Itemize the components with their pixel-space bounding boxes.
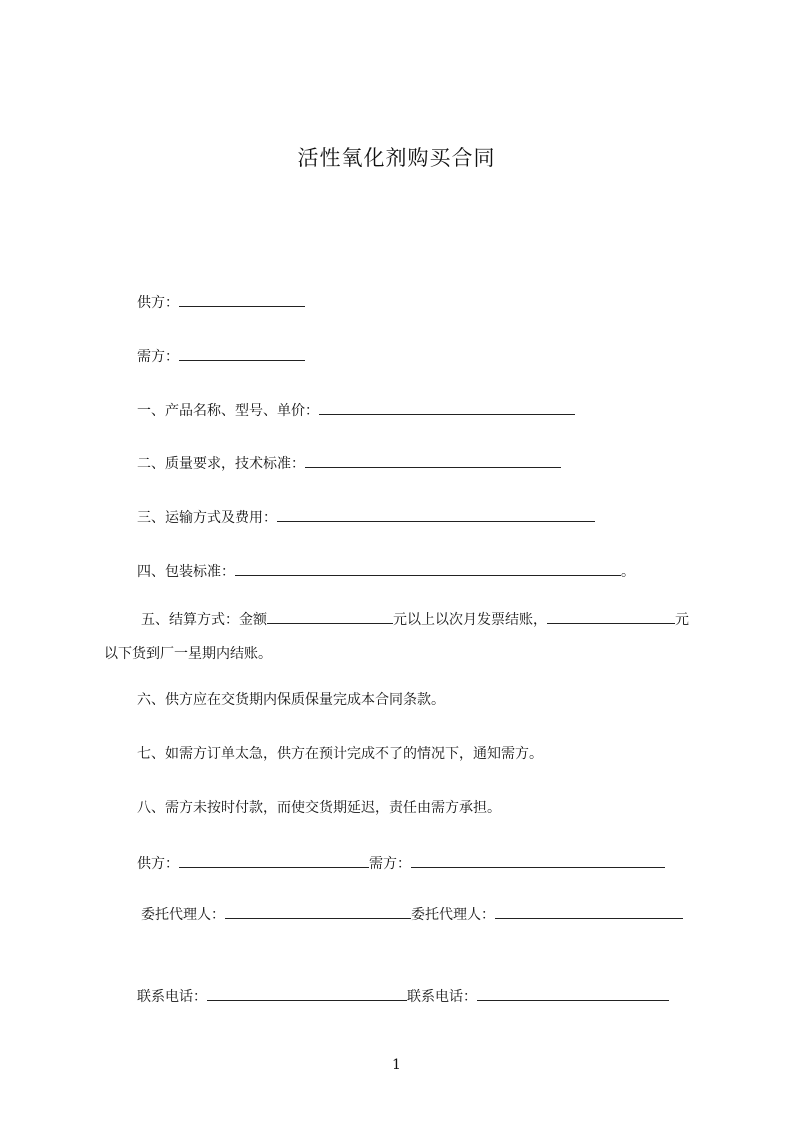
clause-7: 七、如需方订单太急，供方在预计完成不了的情况下，通知需方。 <box>137 746 543 762</box>
phone-line <box>137 986 669 1006</box>
clause-4-text: 四、包装标准： <box>137 564 235 580</box>
signature-supplier-label: 供方： <box>137 856 179 872</box>
clause-5 <box>104 603 701 671</box>
clause-6: 六、供方应在交货期内保质保量完成本合同条款。 <box>137 692 445 708</box>
supplier-line <box>137 292 305 312</box>
clause-8: 八、需方未按时付款，而使交货期延迟，责任由需方承担。 <box>137 800 501 816</box>
page-number: 1 <box>392 1057 401 1073</box>
clause-4-suffix: 。 <box>621 564 635 580</box>
signature-supplier-blank[interactable] <box>179 853 369 868</box>
clause-5-mid: 元以上以次月发票结账， <box>393 612 547 628</box>
agent-label-2: 委托代理人： <box>411 907 495 923</box>
clause-4-blank[interactable] <box>235 561 621 576</box>
agent-blank-2[interactable] <box>495 904 683 919</box>
clause-3-text: 三、运输方式及费用： <box>137 510 277 526</box>
phone-blank-2[interactable] <box>477 986 669 1001</box>
signature-buyer-blank[interactable] <box>411 853 665 868</box>
phone-label-1: 联系电话： <box>137 989 207 1005</box>
agent-label-1: 委托代理人： <box>141 907 225 923</box>
clause-2-text: 二、质量要求，技术标准： <box>137 456 305 472</box>
clause-3 <box>137 507 595 527</box>
phone-label-2: 联系电话： <box>407 989 477 1005</box>
agent-line <box>104 898 701 932</box>
document-title: 活性氧化剂购买合同 <box>297 146 496 170</box>
signature-buyer-label: 需方： <box>369 856 411 872</box>
agent-blank-1[interactable] <box>225 904 411 919</box>
clause-5-text: 五、结算方式：金额 <box>141 612 267 628</box>
clause-1-text: 一、产品名称、型号、单价： <box>137 403 319 419</box>
clause-2 <box>137 453 561 473</box>
clause-3-blank[interactable] <box>277 507 595 522</box>
supplier-label: 供方： <box>137 295 179 311</box>
buyer-label: 需方： <box>137 349 179 365</box>
clause-5-suffix: 元以下货到厂一星期内结账。 <box>104 612 689 662</box>
clause-2-blank[interactable] <box>305 453 561 468</box>
phone-blank-1[interactable] <box>207 986 407 1001</box>
clause-4 <box>137 561 635 581</box>
signature-party-line <box>137 853 665 873</box>
clause-5-second-blank[interactable] <box>547 609 675 624</box>
clause-5-amount-blank[interactable] <box>267 609 393 624</box>
buyer-blank[interactable] <box>179 346 305 361</box>
clause-1 <box>137 400 575 420</box>
buyer-line <box>137 346 305 366</box>
clause-1-blank[interactable] <box>319 400 575 415</box>
supplier-blank[interactable] <box>179 292 305 307</box>
